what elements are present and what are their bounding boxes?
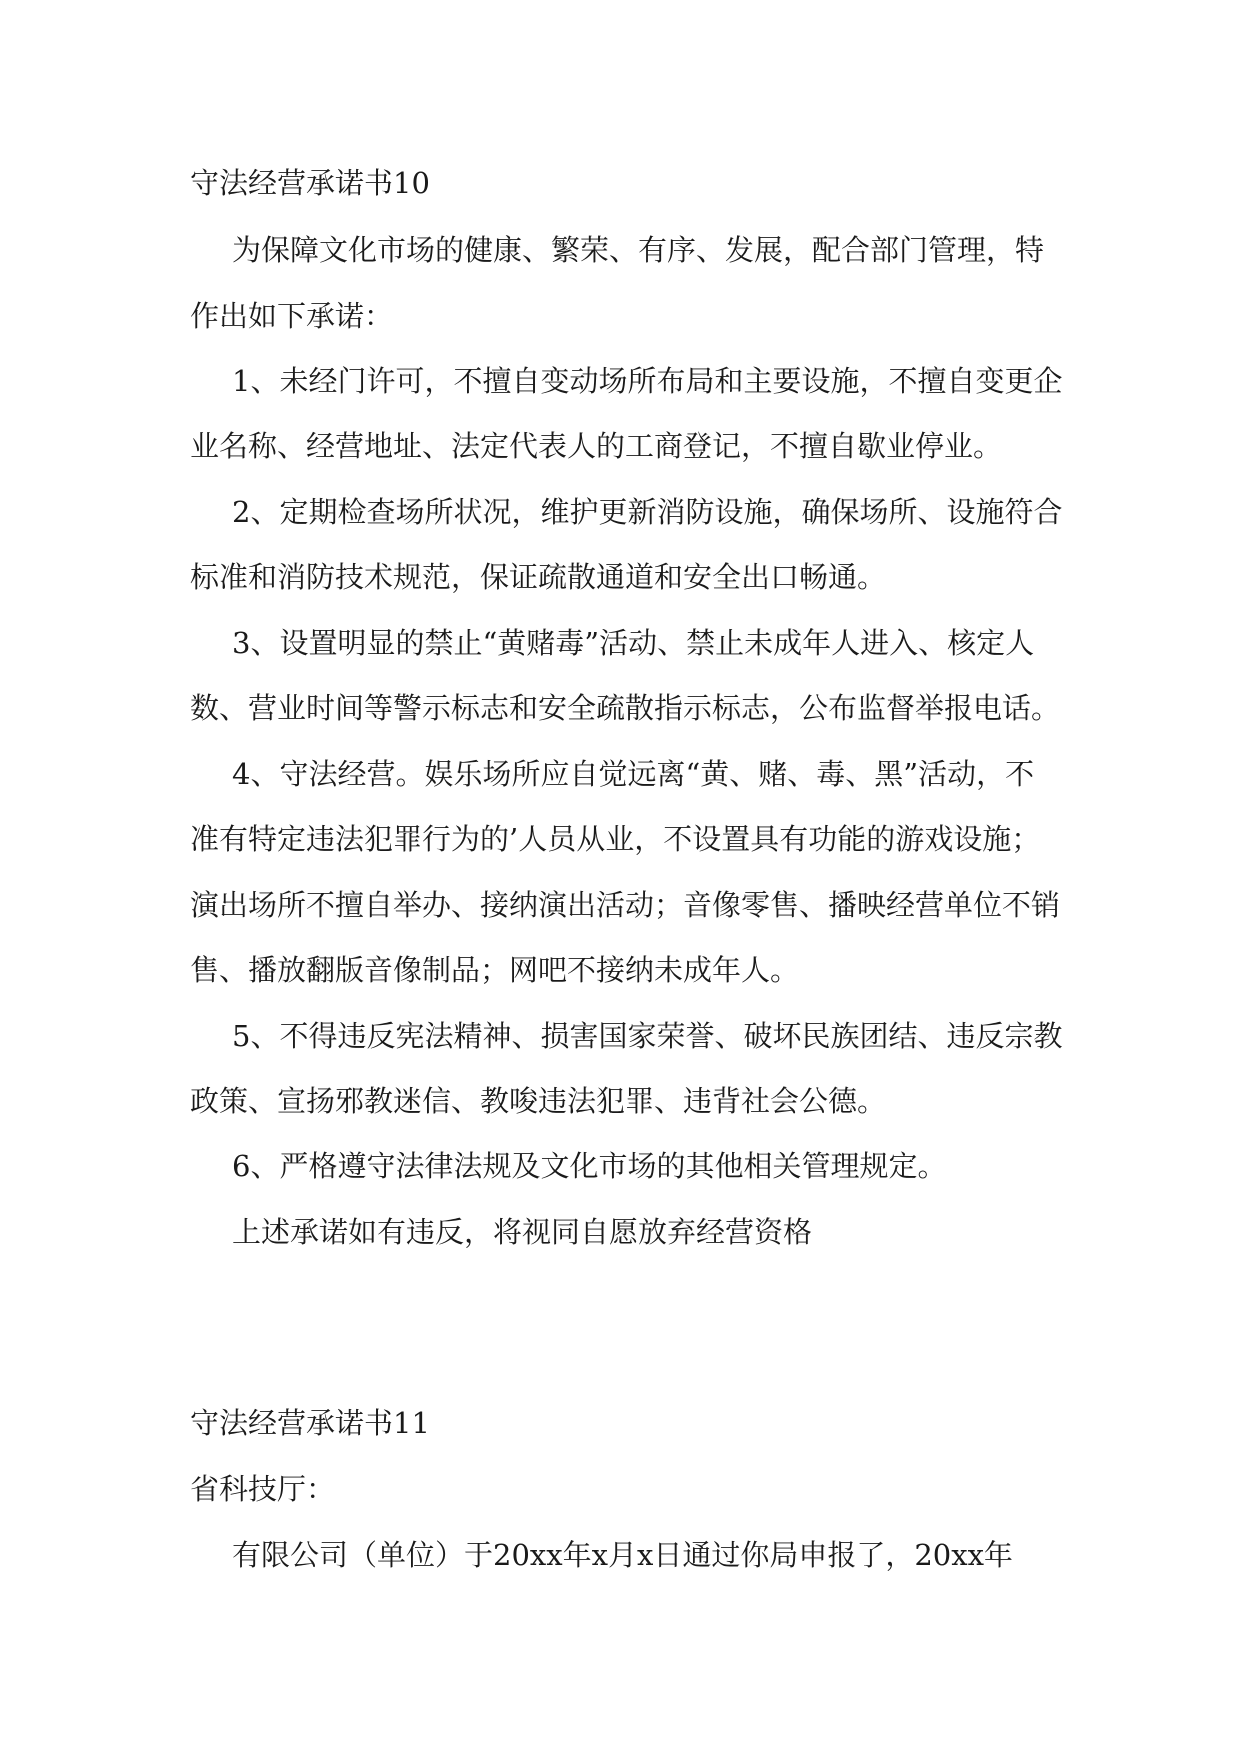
item-5-line: 政策、宣扬邪教迷信、教唆违法犯罪、违背社会公德。 xyxy=(190,1084,887,1118)
item-4-line: 演出场所不擅自举办、接纳演出活动；音像零售、播映经营单位不销 xyxy=(190,888,1061,922)
item-1-line: 业名称、经营地址、法定代表人的工商登记，不擅自歇业停业。 xyxy=(190,429,1003,463)
item-5-line: 5、不得违反宪法精神、损害国家荣誉、破坏民族团结、违反宗教 xyxy=(232,1019,1063,1053)
item-4-line: 4、守法经营。娱乐场所应自觉远离“黄、赌、毒、黑”活动，不 xyxy=(232,757,1035,791)
section-title: 守法经营承诺书11 xyxy=(190,1406,430,1440)
intro-line: 为保障文化市场的健康、繁荣、有序、发展，配合部门管理，特 xyxy=(232,233,1045,267)
item-3-line: 3、设置明显的禁止“黄赌毒”活动、禁止未成年人进入、核定人 xyxy=(232,626,1035,660)
item-1-line: 1、未经门许可，不擅自变动场所布局和主要设施，不擅自变更企 xyxy=(232,364,1063,398)
item-3-line: 数、营业时间等警示标志和安全疏散指示标志，公布监督举报电话。 xyxy=(190,691,1061,725)
addressee: 省科技厅： xyxy=(190,1472,336,1506)
closing-line: 上述承诺如有违反，将视同自愿放弃经营资格 xyxy=(232,1215,813,1249)
section-title: 守法经营承诺书10 xyxy=(190,166,430,200)
item-4-line: 售、播放翻版音像制品；网吧不接纳未成年人。 xyxy=(190,953,800,987)
item-2-line: 2、定期检查场所状况，维护更新消防设施，确保场所、设施符合 xyxy=(232,495,1063,529)
body-line: 有限公司（单位）于20xx年x月x日通过你局申报了，20xx年 xyxy=(232,1538,1013,1572)
item-6-line: 6、严格遵守法律法规及文化市场的其他相关管理规定。 xyxy=(232,1149,947,1183)
intro-line: 作出如下承诺： xyxy=(190,299,394,333)
item-4-line: 准有特定违法犯罪行为的’人员从业，不设置具有功能的游戏设施； xyxy=(190,822,1041,856)
item-2-line: 标准和消防技术规范，保证疏散通道和安全出口畅通。 xyxy=(190,560,887,594)
